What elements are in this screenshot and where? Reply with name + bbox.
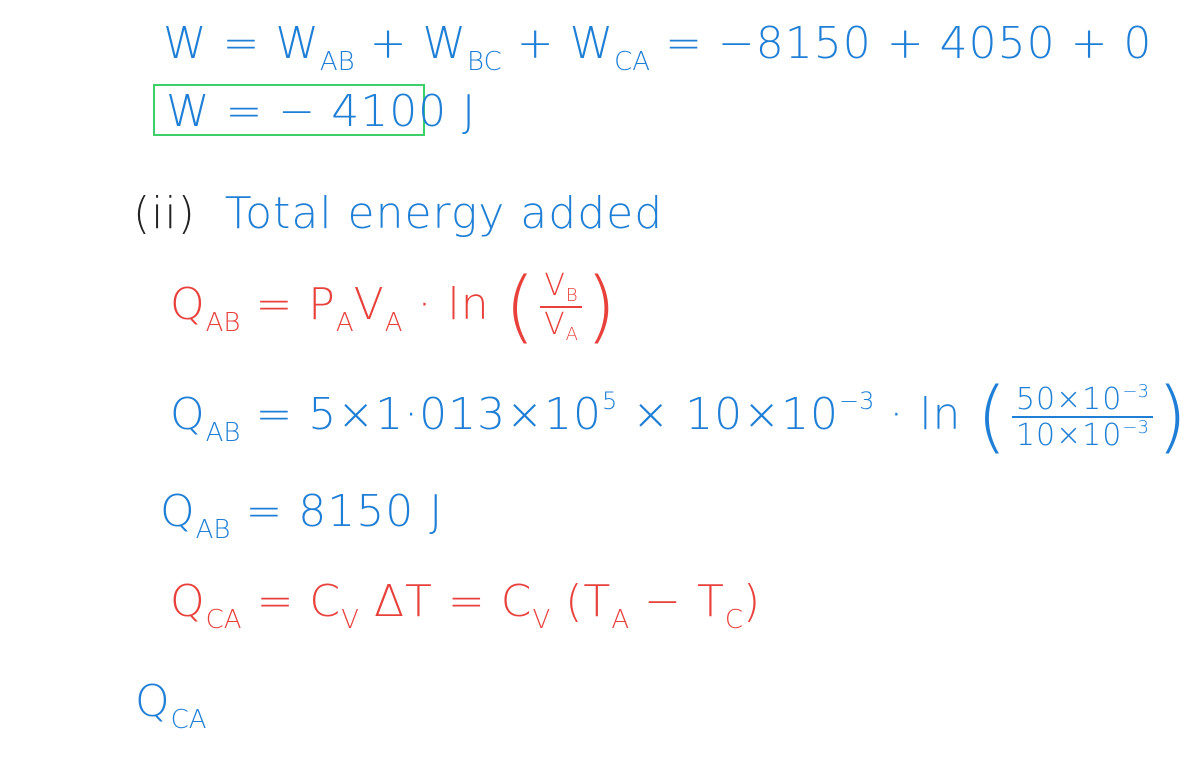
- ln-text: · ln: [417, 279, 490, 330]
- eq-text: Q: [170, 389, 206, 440]
- subscript-ab: AB: [319, 47, 355, 77]
- exponent: −3: [1122, 417, 1149, 438]
- part-title: Total energy added: [224, 188, 664, 239]
- fraction-denominator: [1012, 416, 1153, 452]
- exponent: −3: [838, 387, 875, 415]
- subscript-v: V: [341, 605, 359, 635]
- eq-text: W = W: [163, 18, 320, 69]
- subscript-a: A: [611, 605, 630, 635]
- exponent: 5: [601, 387, 618, 415]
- open-paren: (: [976, 372, 1008, 462]
- subscript-ca: CA: [614, 47, 651, 77]
- part-ii-heading: [133, 188, 664, 239]
- eq-text: V: [353, 279, 385, 330]
- part-label: (ii): [133, 188, 196, 239]
- fraction-denominator: [540, 306, 582, 345]
- subscript-v: V: [532, 605, 551, 635]
- subscript-ca: CA: [205, 605, 242, 635]
- subscript-b: B: [565, 285, 578, 307]
- eq-text: = C: [241, 576, 342, 627]
- fraction-numerator: [1012, 382, 1153, 416]
- eq-text: ): [742, 576, 762, 627]
- eq-text: Q: [170, 279, 206, 330]
- qab-result: [160, 486, 444, 545]
- work-result: W = − 4100 J: [166, 86, 477, 137]
- exponent: −3: [1122, 381, 1149, 402]
- subscript-ab: AB: [205, 418, 241, 448]
- subscript-a: A: [565, 324, 578, 345]
- subscript-bc: BC: [467, 47, 502, 77]
- work-total-equation: [163, 18, 1153, 77]
- den-text: V: [544, 307, 566, 342]
- qca-formula: [170, 576, 762, 635]
- fraction: [540, 269, 582, 345]
- eq-values: = −8150 + 4050 + 0: [650, 18, 1153, 69]
- num-text: 50×10: [1015, 382, 1123, 417]
- close-paren: ): [1156, 372, 1188, 462]
- subscript-ab: AB: [195, 515, 231, 545]
- qab-formula: [170, 262, 618, 352]
- eq-text: × 10×10: [617, 389, 839, 440]
- eq-text: + W: [354, 18, 468, 69]
- den-text: 10×10: [1015, 418, 1123, 453]
- qca-start: [135, 676, 207, 735]
- subscript-c: C: [724, 605, 743, 635]
- subscript-a: A: [335, 308, 354, 338]
- eq-text: = 5×1·013×10: [240, 389, 602, 440]
- eq-text: (T: [550, 576, 612, 627]
- close-paren: ): [585, 262, 618, 352]
- subscript-ca: CA: [170, 705, 207, 735]
- eq-text: ΔT = C: [358, 576, 533, 627]
- qab-substitution: [170, 372, 1188, 462]
- fraction: [1012, 382, 1153, 452]
- eq-text: Q: [170, 576, 206, 627]
- eq-text: + W: [501, 18, 615, 69]
- subscript-ab: AB: [205, 308, 241, 338]
- eq-text: − T: [629, 576, 725, 627]
- open-paren: (: [504, 262, 537, 352]
- ln-text: · ln: [889, 389, 962, 440]
- fraction-numerator: [540, 269, 582, 306]
- eq-text: = 8150 J: [230, 486, 444, 537]
- eq-text: = P: [240, 279, 336, 330]
- subscript-a: A: [384, 308, 403, 338]
- eq-text: Q: [135, 676, 171, 727]
- eq-text: Q: [160, 486, 196, 537]
- num-text: V: [544, 268, 566, 304]
